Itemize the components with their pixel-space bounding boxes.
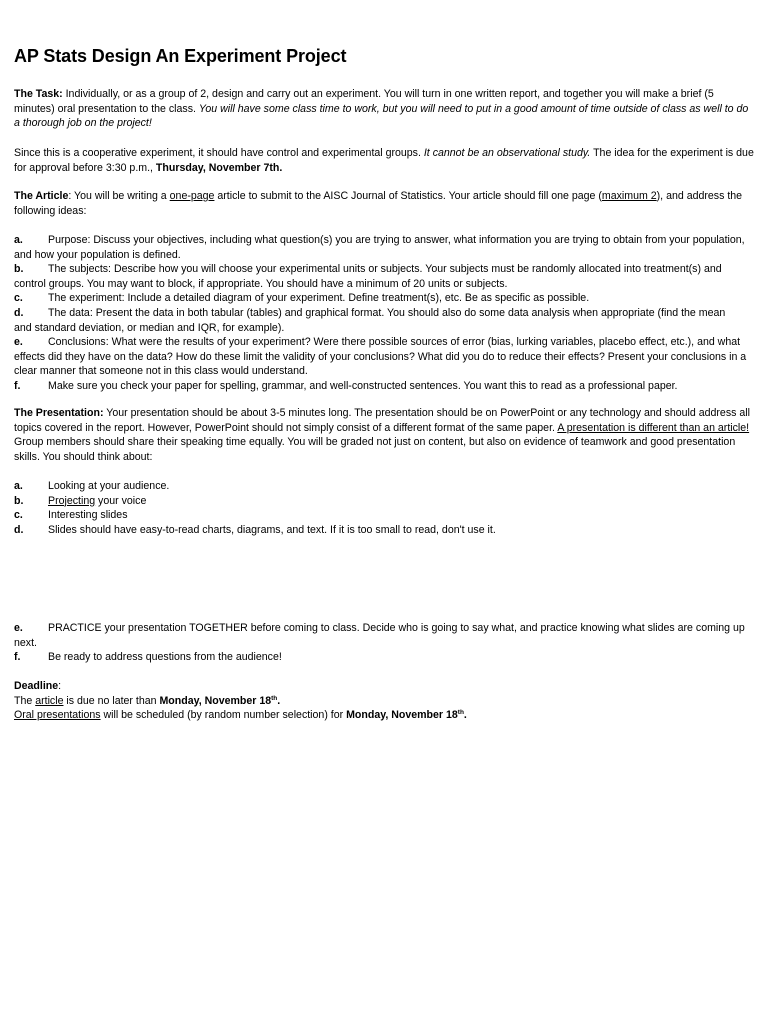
task-paragraph bbox=[14, 87, 756, 131]
cooperative-paragraph bbox=[14, 146, 756, 175]
task-italic-text: You will have some class time to work, but you will need to put in a good amount of time outside of class as well to do a thorough job on the project! bbox=[14, 102, 749, 130]
article-items-list bbox=[14, 233, 756, 394]
article-maximum: maximum 2 bbox=[601, 190, 657, 202]
list-item: e. Conclusions: What were the results of your experiment? Were there possible sources of error (bias, lurking variables, placebo effect, etc.), and what effects did they have on the data? How do these limit the validity of your conclusions? What did you do to reduce their effects? Present your conclusions in a clear manner that someone not in this class would understand. bbox=[14, 336, 747, 378]
list-item: f. Be ready to address questions from the audience! bbox=[14, 651, 282, 664]
presentation-text-1: Your presentation should be about 3-5 minutes long. The presentation should be on PowerPoint or any technology and should address all topics covered in the report. However, PowerPoint should not simply consist of a different format of the same paper. bbox=[14, 407, 750, 434]
approval-date: Thursday, November 7th. bbox=[155, 161, 283, 174]
task-text: Individually, or as a group of 2, design and carry out an experiment. You will turn in one written report, and together you will make a brief (5 minutes) oral presentation to the class. bbox=[14, 88, 714, 115]
article-text-3: ), and address the following ideas: bbox=[14, 190, 743, 217]
list-item: b. The subjects: Describe how you will choose your experimental units or subjects. Your subjects must be randomly allocated into treatment(s) and control groups. You may want to block, if appropriate. You should have a minimum of 20 units or subjects. bbox=[14, 263, 722, 290]
presentation-deadline-line: Oral presentations will be scheduled (by random number selection) for Monday, November 18th. bbox=[14, 709, 467, 722]
list-item: d. The data: Present the data in both tabular (tables) and graphical format. You should also do some data analysis when appropriate (find the mean and standard deviation, or median and IQR, for example). bbox=[14, 306, 726, 334]
coop-italic-text: It cannot be an observational study. bbox=[423, 147, 591, 159]
task-label: The Task: bbox=[14, 88, 63, 100]
deadline-section bbox=[14, 679, 756, 723]
presentation-paragraph bbox=[14, 406, 756, 464]
article-label: The Article bbox=[14, 190, 69, 202]
list-item: a. Purpose: Discuss your objectives, including what question(s) you are trying to answer, what information you are trying to obtain from your population, and how your population is defined. bbox=[14, 234, 745, 261]
presentation-text-2: Group members should share their speaking time equally. You will be graded not just on content, but also on evidence of teamwork and good presentation skills. You should think about: bbox=[14, 436, 736, 463]
coop-text-2: The idea for the experiment is due for approval before 3:30 p.m., bbox=[14, 147, 754, 174]
presentation-underlined: A presentation is different than an article! bbox=[557, 421, 750, 434]
list-item: f. Make sure you check your paper for spelling, grammar, and well-constructed sentences. You want this to read as a professional paper. bbox=[14, 379, 678, 392]
coop-text-1: Since this is a cooperative experiment, it should have control and experimental groups. bbox=[14, 147, 424, 159]
list-item: a. Looking at your audience. bbox=[14, 480, 170, 492]
page-title: AP Stats Design An Experiment Project bbox=[14, 46, 347, 66]
presentation-label: The Presentation: bbox=[14, 407, 104, 419]
presentation-items-list bbox=[14, 479, 756, 537]
article-deadline-line: The article is due no later than Monday, November 18th. bbox=[14, 694, 281, 707]
presentation-items-list-continued bbox=[14, 621, 756, 665]
list-item: c. The experiment: Include a detailed diagram of your experiment. Define treatment(s), etc. Be as specific as possible. bbox=[14, 292, 590, 305]
list-item: e. PRACTICE your presentation TOGETHER before coming to class. Decide who is going to say what, and practice knowing what slides are coming up next. bbox=[14, 622, 745, 649]
article-text-1: : You will be writing a bbox=[68, 190, 170, 202]
list-item: b. Projecting your voice bbox=[14, 494, 147, 507]
article-text-2: article to submit to the AISC Journal of Statistics. Your article should fill one page ( bbox=[214, 190, 602, 202]
list-item: d. Slides should have easy-to-read charts, diagrams, and text. If it is too small to read, don't use it. bbox=[14, 523, 496, 536]
article-paragraph bbox=[14, 189, 756, 218]
article-one-page: one-page bbox=[169, 190, 215, 202]
list-item: c. Interesting slides bbox=[14, 509, 128, 522]
deadline-heading: Deadline: bbox=[14, 680, 62, 692]
